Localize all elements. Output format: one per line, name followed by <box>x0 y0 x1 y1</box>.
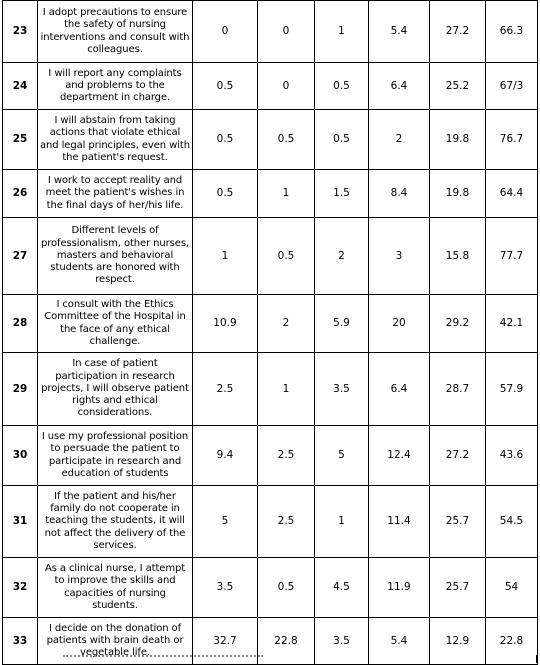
table-row <box>3 426 538 486</box>
value-cell: 0.5 <box>258 110 315 170</box>
value-cell: 0.5 <box>315 110 369 170</box>
value-cell: 6.4 <box>369 63 430 110</box>
value-cell: 1 <box>315 1 369 63</box>
row-number: 31 <box>3 486 38 558</box>
statement-cell: I will report any complaints and problems to the department in charge. <box>38 63 193 110</box>
value-cell: 11.9 <box>369 558 430 618</box>
value-cell: 77.7 <box>486 218 538 295</box>
value-cell: 54 <box>486 558 538 618</box>
statement-cell: I consult with the Ethics Committee of the Hospital in the face of any ethical challenge. <box>38 295 193 353</box>
row-number: 26 <box>3 170 38 218</box>
statement-cell: As a clinical nurse, I attempt to improve the skills and capacities of nursing students. <box>38 558 193 618</box>
value-cell: 0.5 <box>315 63 369 110</box>
table-row <box>3 295 538 353</box>
row-number: 33 <box>3 618 38 665</box>
value-cell: 27.2 <box>430 426 486 486</box>
statement-cell: I use my professional position to persuade the patient to participate in research and education of students <box>38 426 193 486</box>
value-cell: 3.5 <box>193 558 258 618</box>
statement-cell: I decide on the donation of patients with brain death or vegetable life. <box>38 618 193 665</box>
table-row <box>3 110 538 170</box>
value-cell: 54.5 <box>486 486 538 558</box>
value-cell: 64.4 <box>486 170 538 218</box>
value-cell: 0.5 <box>193 110 258 170</box>
value-cell: 0.5 <box>193 170 258 218</box>
value-cell: 15.8 <box>430 218 486 295</box>
value-cell: 76.7 <box>486 110 538 170</box>
value-cell: 5.4 <box>369 1 430 63</box>
value-cell: 2 <box>369 110 430 170</box>
value-cell: 0 <box>258 1 315 63</box>
row-number: 23 <box>3 1 38 63</box>
row-number: 32 <box>3 558 38 618</box>
ethics-survey-table <box>2 0 538 665</box>
value-cell: 2 <box>315 218 369 295</box>
value-cell: 3.5 <box>315 353 369 426</box>
value-cell: 10.9 <box>193 295 258 353</box>
row-number: 27 <box>3 218 38 295</box>
table-row <box>3 1 538 63</box>
value-cell: 28.7 <box>430 353 486 426</box>
value-cell: 19.8 <box>430 170 486 218</box>
value-cell: 22.8 <box>486 618 538 665</box>
value-cell: 11.4 <box>369 486 430 558</box>
row-number: 25 <box>3 110 38 170</box>
row-number: 29 <box>3 353 38 426</box>
value-cell: 0.5 <box>193 63 258 110</box>
value-cell: 1.5 <box>315 170 369 218</box>
value-cell: 22.8 <box>258 618 315 665</box>
statement-cell: If the patient and his/her family do not cooperate in teaching the students, it will not affect the delivery of the services. <box>38 486 193 558</box>
value-cell: 5 <box>315 426 369 486</box>
statement-cell: I will abstain from taking actions that violate ethical and legal principles, even with the patient's request. <box>38 110 193 170</box>
value-cell: 1 <box>315 486 369 558</box>
value-cell: 2.5 <box>193 353 258 426</box>
value-cell: 9.4 <box>193 426 258 486</box>
value-cell: 8.4 <box>369 170 430 218</box>
table-row <box>3 170 538 218</box>
value-cell: 5.4 <box>369 618 430 665</box>
value-cell: 0.5 <box>258 558 315 618</box>
statement-cell: Different levels of professionalism, other nurses, masters and behavioral students are honored with respect. <box>38 218 193 295</box>
value-cell: 20 <box>369 295 430 353</box>
value-cell: 27.2 <box>430 1 486 63</box>
statement-cell: In case of patient participation in research projects, I will observe patient rights and ethical considerations. <box>38 353 193 426</box>
value-cell: 19.8 <box>430 110 486 170</box>
value-cell: 12.9 <box>430 618 486 665</box>
value-cell: 25.2 <box>430 63 486 110</box>
value-cell: 29.2 <box>430 295 486 353</box>
statement-cell: I work to accept reality and meet the patient's wishes in the final days of her/his life. <box>38 170 193 218</box>
value-cell: 42.1 <box>486 295 538 353</box>
value-cell: 1 <box>258 170 315 218</box>
table-row <box>3 558 538 618</box>
table-row <box>3 353 538 426</box>
value-cell: 4.5 <box>315 558 369 618</box>
row-number: 28 <box>3 295 38 353</box>
value-cell: 2.5 <box>258 426 315 486</box>
value-cell: 6.4 <box>369 353 430 426</box>
value-cell: 12.4 <box>369 426 430 486</box>
value-cell: 25.7 <box>430 486 486 558</box>
statement-cell: I adopt precautions to ensure the safety of nursing interventions and consult with colleagues. <box>38 1 193 63</box>
value-cell: 67/3 <box>486 63 538 110</box>
value-cell: 0.5 <box>258 218 315 295</box>
row-number: 24 <box>3 63 38 110</box>
value-cell: 2.5 <box>258 486 315 558</box>
value-cell: 25.7 <box>430 558 486 618</box>
row-number: 30 <box>3 426 38 486</box>
value-cell: 3 <box>369 218 430 295</box>
value-cell: 43.6 <box>486 426 538 486</box>
table-row <box>3 63 538 110</box>
value-cell: 1 <box>193 218 258 295</box>
value-cell: 32.7 <box>193 618 258 665</box>
value-cell: 57.9 <box>486 353 538 426</box>
table-row <box>3 218 538 295</box>
value-cell: 0 <box>193 1 258 63</box>
value-cell: 66.3 <box>486 1 538 63</box>
value-cell: 5.9 <box>315 295 369 353</box>
value-cell: 3.5 <box>315 618 369 665</box>
value-cell: 0 <box>258 63 315 110</box>
value-cell: 1 <box>258 353 315 426</box>
next-row-fragment <box>2 655 537 663</box>
value-cell: 2 <box>258 295 315 353</box>
value-cell: 5 <box>193 486 258 558</box>
cut-off-text <box>63 655 263 660</box>
table-row <box>3 486 538 558</box>
